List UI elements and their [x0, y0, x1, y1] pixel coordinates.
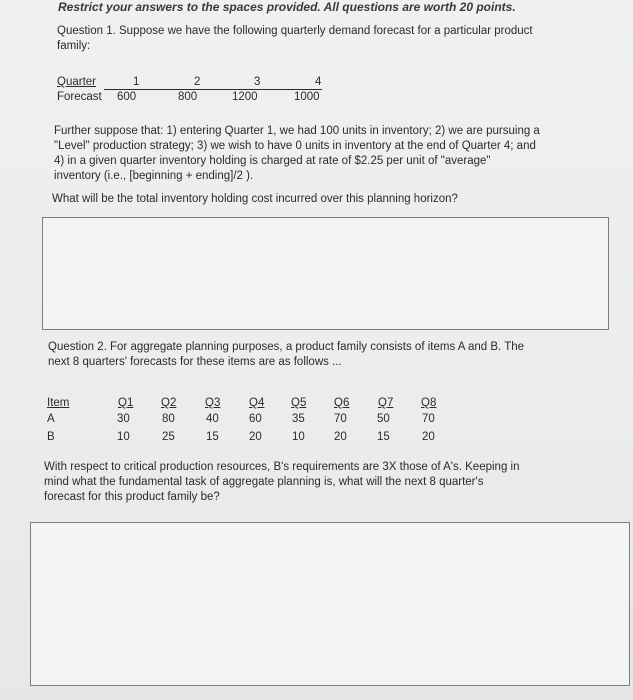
- q2-quarter-q8: Q8: [421, 397, 437, 409]
- q1-quarter-3: 3: [254, 76, 261, 88]
- q2-para-line1: With respect to critical production resources, B's requirements are 3X those of A's. Keeping in: [44, 461, 520, 473]
- q2-a-q3: 40: [206, 413, 219, 425]
- q2-row-b-label: B: [47, 431, 55, 443]
- q1-quarter-label: Quarter: [57, 76, 96, 88]
- q2-a-q6: 70: [334, 413, 347, 425]
- q2-b-q2: 25: [162, 431, 175, 443]
- q1-para-line4: inventory (i.e., [beginning + ending]/2 ).: [54, 170, 254, 182]
- q2-title-line2: next 8 quarters' forecasts for these items are as follows ...: [48, 356, 342, 368]
- q1-quarter-2: 2: [194, 76, 201, 88]
- q2-a-q1: 30: [117, 413, 130, 425]
- q1-forecast-2: 800: [178, 91, 198, 103]
- q2-para-line2: mind what the fundamental task of aggregate planning is, what will the next 8 quarter's: [44, 476, 484, 488]
- q2-quarter-q5: Q5: [291, 397, 307, 409]
- q2-a-q2: 80: [162, 413, 175, 425]
- q2-b-q8: 20: [422, 431, 435, 443]
- q2-row-a-label: A: [47, 413, 55, 425]
- q1-title-line1: Question 1. Suppose we have the following quarterly demand forecast for a particular product: [57, 25, 533, 37]
- q2-b-q3: 15: [206, 431, 219, 443]
- q1-para-line3: 4) in a given quarter inventory holding is charged at rate of $2.25 per unit of "average": [54, 155, 491, 167]
- q2-item-header: Item: [47, 397, 70, 409]
- q1-title-line2: family:: [57, 40, 91, 52]
- q1-para-line2: "Level" production strategy; 3) we wish to have 0 units in inventory at the end of Quarter 4; and: [54, 140, 536, 152]
- q1-quarter-4: 4: [315, 76, 322, 88]
- q2-quarter-q3: Q3: [205, 397, 221, 409]
- q2-a-q4: 60: [249, 413, 262, 425]
- q2-quarter-q4: Q4: [249, 397, 265, 409]
- q1-quarter-1: 1: [133, 76, 140, 88]
- q1-forecast-4: 1000: [294, 91, 320, 103]
- q2-quarter-q7: Q7: [378, 397, 394, 409]
- q2-title-line1: Question 2. For aggregate planning purposes, a product family consists of items A and B. The: [48, 341, 525, 353]
- q2-b-q7: 15: [377, 431, 390, 443]
- q2-para-line3: forecast for this product family be?: [44, 491, 220, 503]
- q2-quarter-q6: Q6: [334, 397, 350, 409]
- q2-answer-box[interactable]: [30, 522, 630, 686]
- q2-quarter-q1: Q1: [118, 397, 134, 409]
- q2-a-q7: 50: [377, 413, 390, 425]
- q1-forecast-1: 600: [117, 91, 137, 103]
- q1-forecast-label: Forecast: [57, 91, 102, 103]
- q2-a-q8: 70: [422, 413, 435, 425]
- q1-forecast-3: 1200: [232, 91, 258, 103]
- instructions-header: Restrict your answers to the spaces provided. All questions are worth 20 points.: [58, 0, 516, 14]
- q2-b-q5: 10: [292, 431, 305, 443]
- q2-a-q5: 35: [292, 413, 305, 425]
- q2-quarter-q2: Q2: [161, 397, 177, 409]
- q1-answer-box[interactable]: [42, 217, 609, 330]
- q2-b-q1: 10: [117, 431, 130, 443]
- q1-table-underline: [104, 89, 322, 90]
- q2-b-q4: 20: [249, 431, 262, 443]
- q1-question: What will be the total inventory holding cost incurred over this planning horizon?: [52, 193, 458, 205]
- q1-para-line1: Further suppose that: 1) entering Quarter 1, we had 100 units in inventory; 2) we are pursuing a: [54, 125, 540, 137]
- q2-b-q6: 20: [334, 431, 347, 443]
